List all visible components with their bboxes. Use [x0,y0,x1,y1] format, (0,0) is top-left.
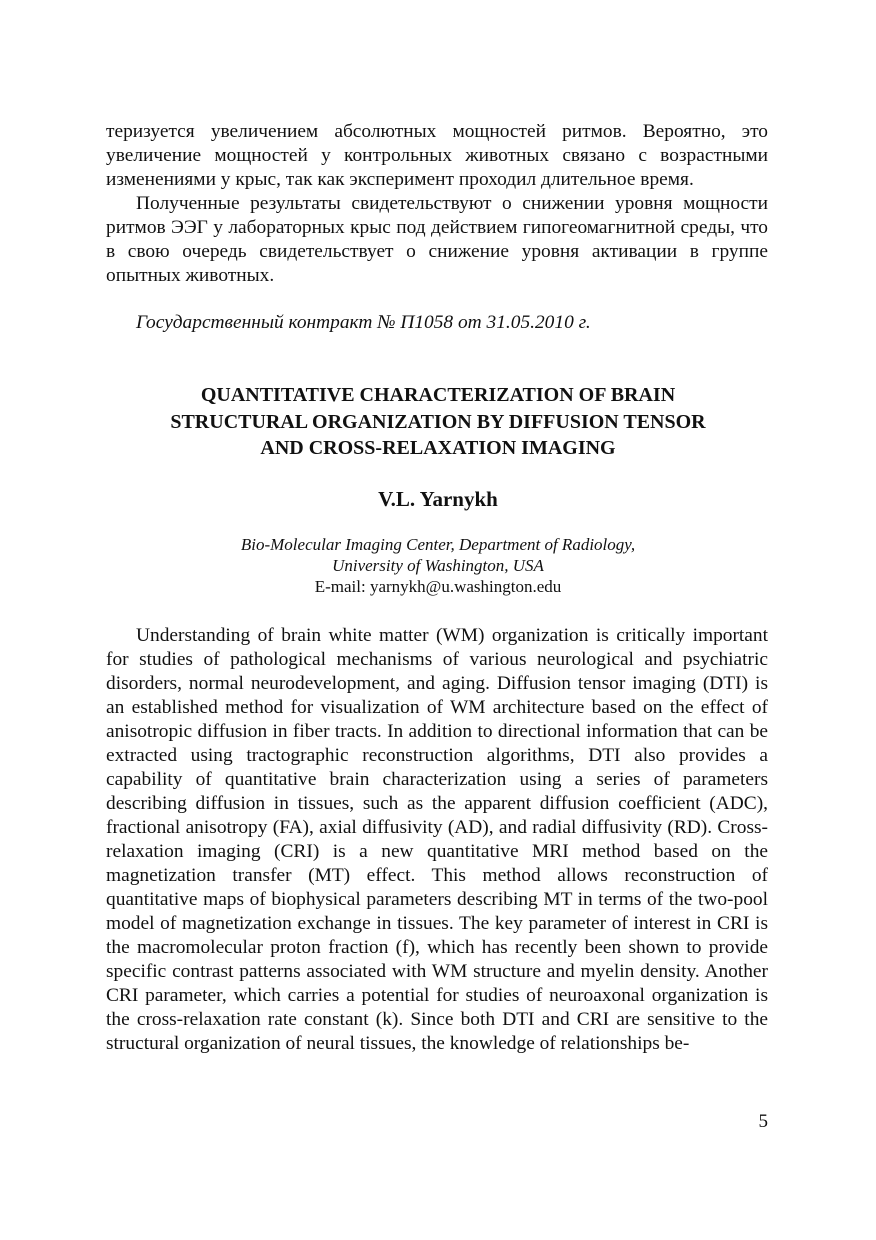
page-number: 5 [758,1111,768,1132]
affiliation-line-1: Bio-Molecular Imaging Center, Department of Radiology, [240,535,636,554]
article-body-paragraph: Understanding of brain white matter (WM) organization is critically important for studies of pathological mechanisms of various neurological and psychiatric disorders, normal neurodevelopment, and aging. Diffusion tensor imaging (DTI) is an established method for visualization of WM architecture based on the effect of anisotropic diffusion in fiber tracts. In addition to directional information that can be extracted using tractographic reconstruction algorithms, DTI also provides a capability of quantitative brain characterization using a series of parameters describing diffusion in tissues, such as the apparent diffusion coefficient (ADC), fractional anisotropy (FA), axial diffusivity (AD), and radial diffusivity (RD). Cross-relaxation imaging (CRI) is a new quantitative MRI method based on the magnetization transfer (MT) effect. This method allows reconstruction of quantitative maps of biophysical parameters describing MT in terms of the two-pool model of magnetization exchange in tissues. The key parameter of interest in CRI is the macromolecular proton fraction (f), which has recently been shown to provide specific contrast patterns associated with WM structure and myelin density. Another CRI parameter, which carries a potential for studies of neuroaxonal organization is the cross-relaxation rate constant (k). Since both DTI and CRI are sensitive to the structural organization of neural tissues, the knowledge of relationships be- [106,625,768,1054]
article-title [80,382,796,462]
title-line: AND CROSS-RELAXATION IMAGING [260,437,616,459]
russian-text-block [106,120,768,288]
title-line: QUANTITATIVE CHARACTERIZATION OF BRAIN [200,384,676,406]
article-author: V.L. Yarnykh [378,487,498,511]
affiliation-line-2: University of Washington, USA [332,556,544,575]
english-body-block [106,624,768,1056]
author-email: E-mail: yarnykh@u.washington.edu [314,577,562,596]
title-line: STRUCTURAL ORGANIZATION BY DIFFUSION TENSOR [170,410,706,433]
ru-paragraph-1: теризуется увеличением абсолютных мощностей ритмов. Вероятно, это увеличение мощностей у контрольных животных связано с возрастными изменениями у крыс, так как эксперимент проходил длительное время. [106,121,768,190]
funding-contract-note: Государственный контракт № П1058 от 31.05.2010 г. [136,312,591,333]
author-affiliation [0,534,876,597]
ru-paragraph-2: Полученные результаты свидетельствуют о снижении уровня мощности ритмов ЭЭГ у лабораторных крыс под действием гипогеомагнитной среды, что в свою очередь свидетельствует о снижение уровня активации в группе опытных животных. [106,193,768,286]
